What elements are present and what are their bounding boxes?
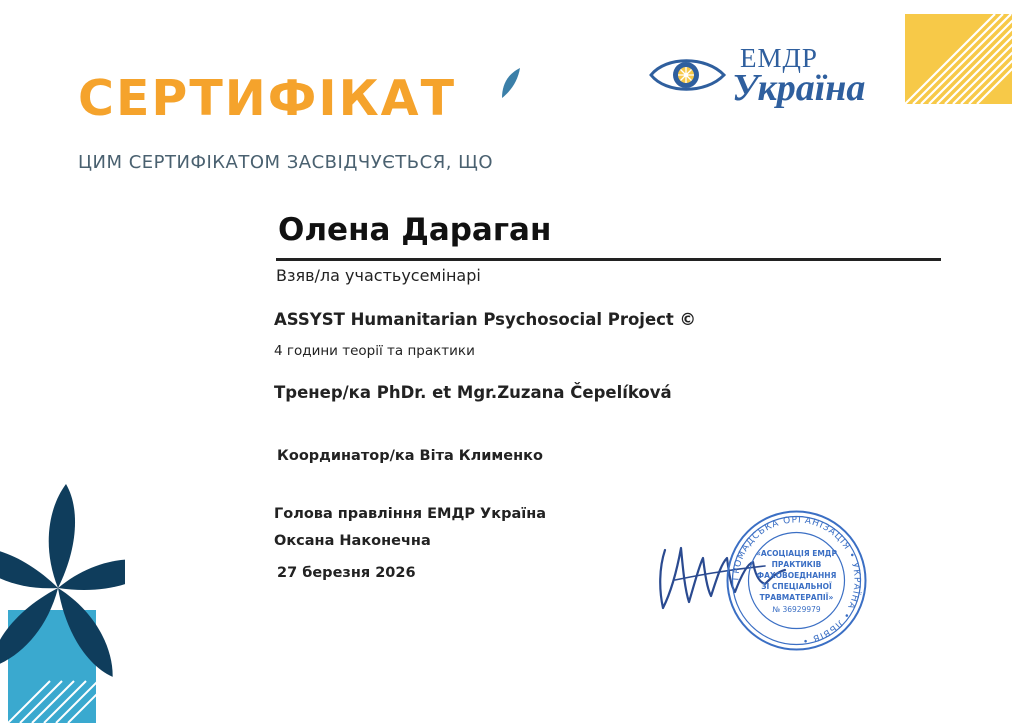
project-title: ASSYST Humanitarian Psychosocial Project © [274,310,697,329]
official-stamp [724,508,869,653]
stamp-code: № 36929979 [772,605,821,614]
flower-decoration [0,470,125,723]
stamp-inner-line: ТРАВМАТЕРАПІЇ» [759,593,834,602]
stamp-inner-line: ФАХОВОЕДНАННЯ [756,571,837,580]
trainer-line: Тренер/ка PhDr. et Mgr.Zuzana Čepelíková [274,383,672,402]
participation-text: Взяв/ла участьусемінарі [276,266,481,285]
board-head-role: Голова правління ЕМДР Україна [274,506,547,522]
logo-text-ukraine: Україна [732,67,866,109]
stamp-inner-line: ПРАКТИКІВ [771,560,822,569]
issue-date: 27 березня 2026 [277,565,416,581]
leaf-icon [496,66,524,100]
decorative-yellow-square [905,14,1012,104]
certificate-subtitle: ЦИМ СЕРТИФІКАТОМ ЗАСВІДЧУЄТЬСЯ, ЩО [78,152,493,173]
stamp-inner-line: ЗІ СПЕЦІАЛЬНОЇ [761,582,832,591]
logo-text-emdr: ЕМДР [740,43,818,73]
board-head-name: Оксана Наконечна [274,533,431,549]
eye-icon [648,52,728,98]
coordinator-line: Координатор/ка Віта Клименко [277,448,543,464]
certificate-title: СЕРТИФІКАТ [78,70,457,127]
stamp-inner-line: «АСОЦІАЦІЯ ЕМДР [756,549,837,558]
course-hours: 4 години теорії та практики [274,343,475,359]
stamp-ring-text: ГРОМАДСЬКА ОРГАНІЗАЦІЯ • УКРАЇНА • ЛЬВІВ • [731,515,862,646]
name-underline [276,258,941,261]
recipient-name: Олена Дараган [278,212,552,248]
